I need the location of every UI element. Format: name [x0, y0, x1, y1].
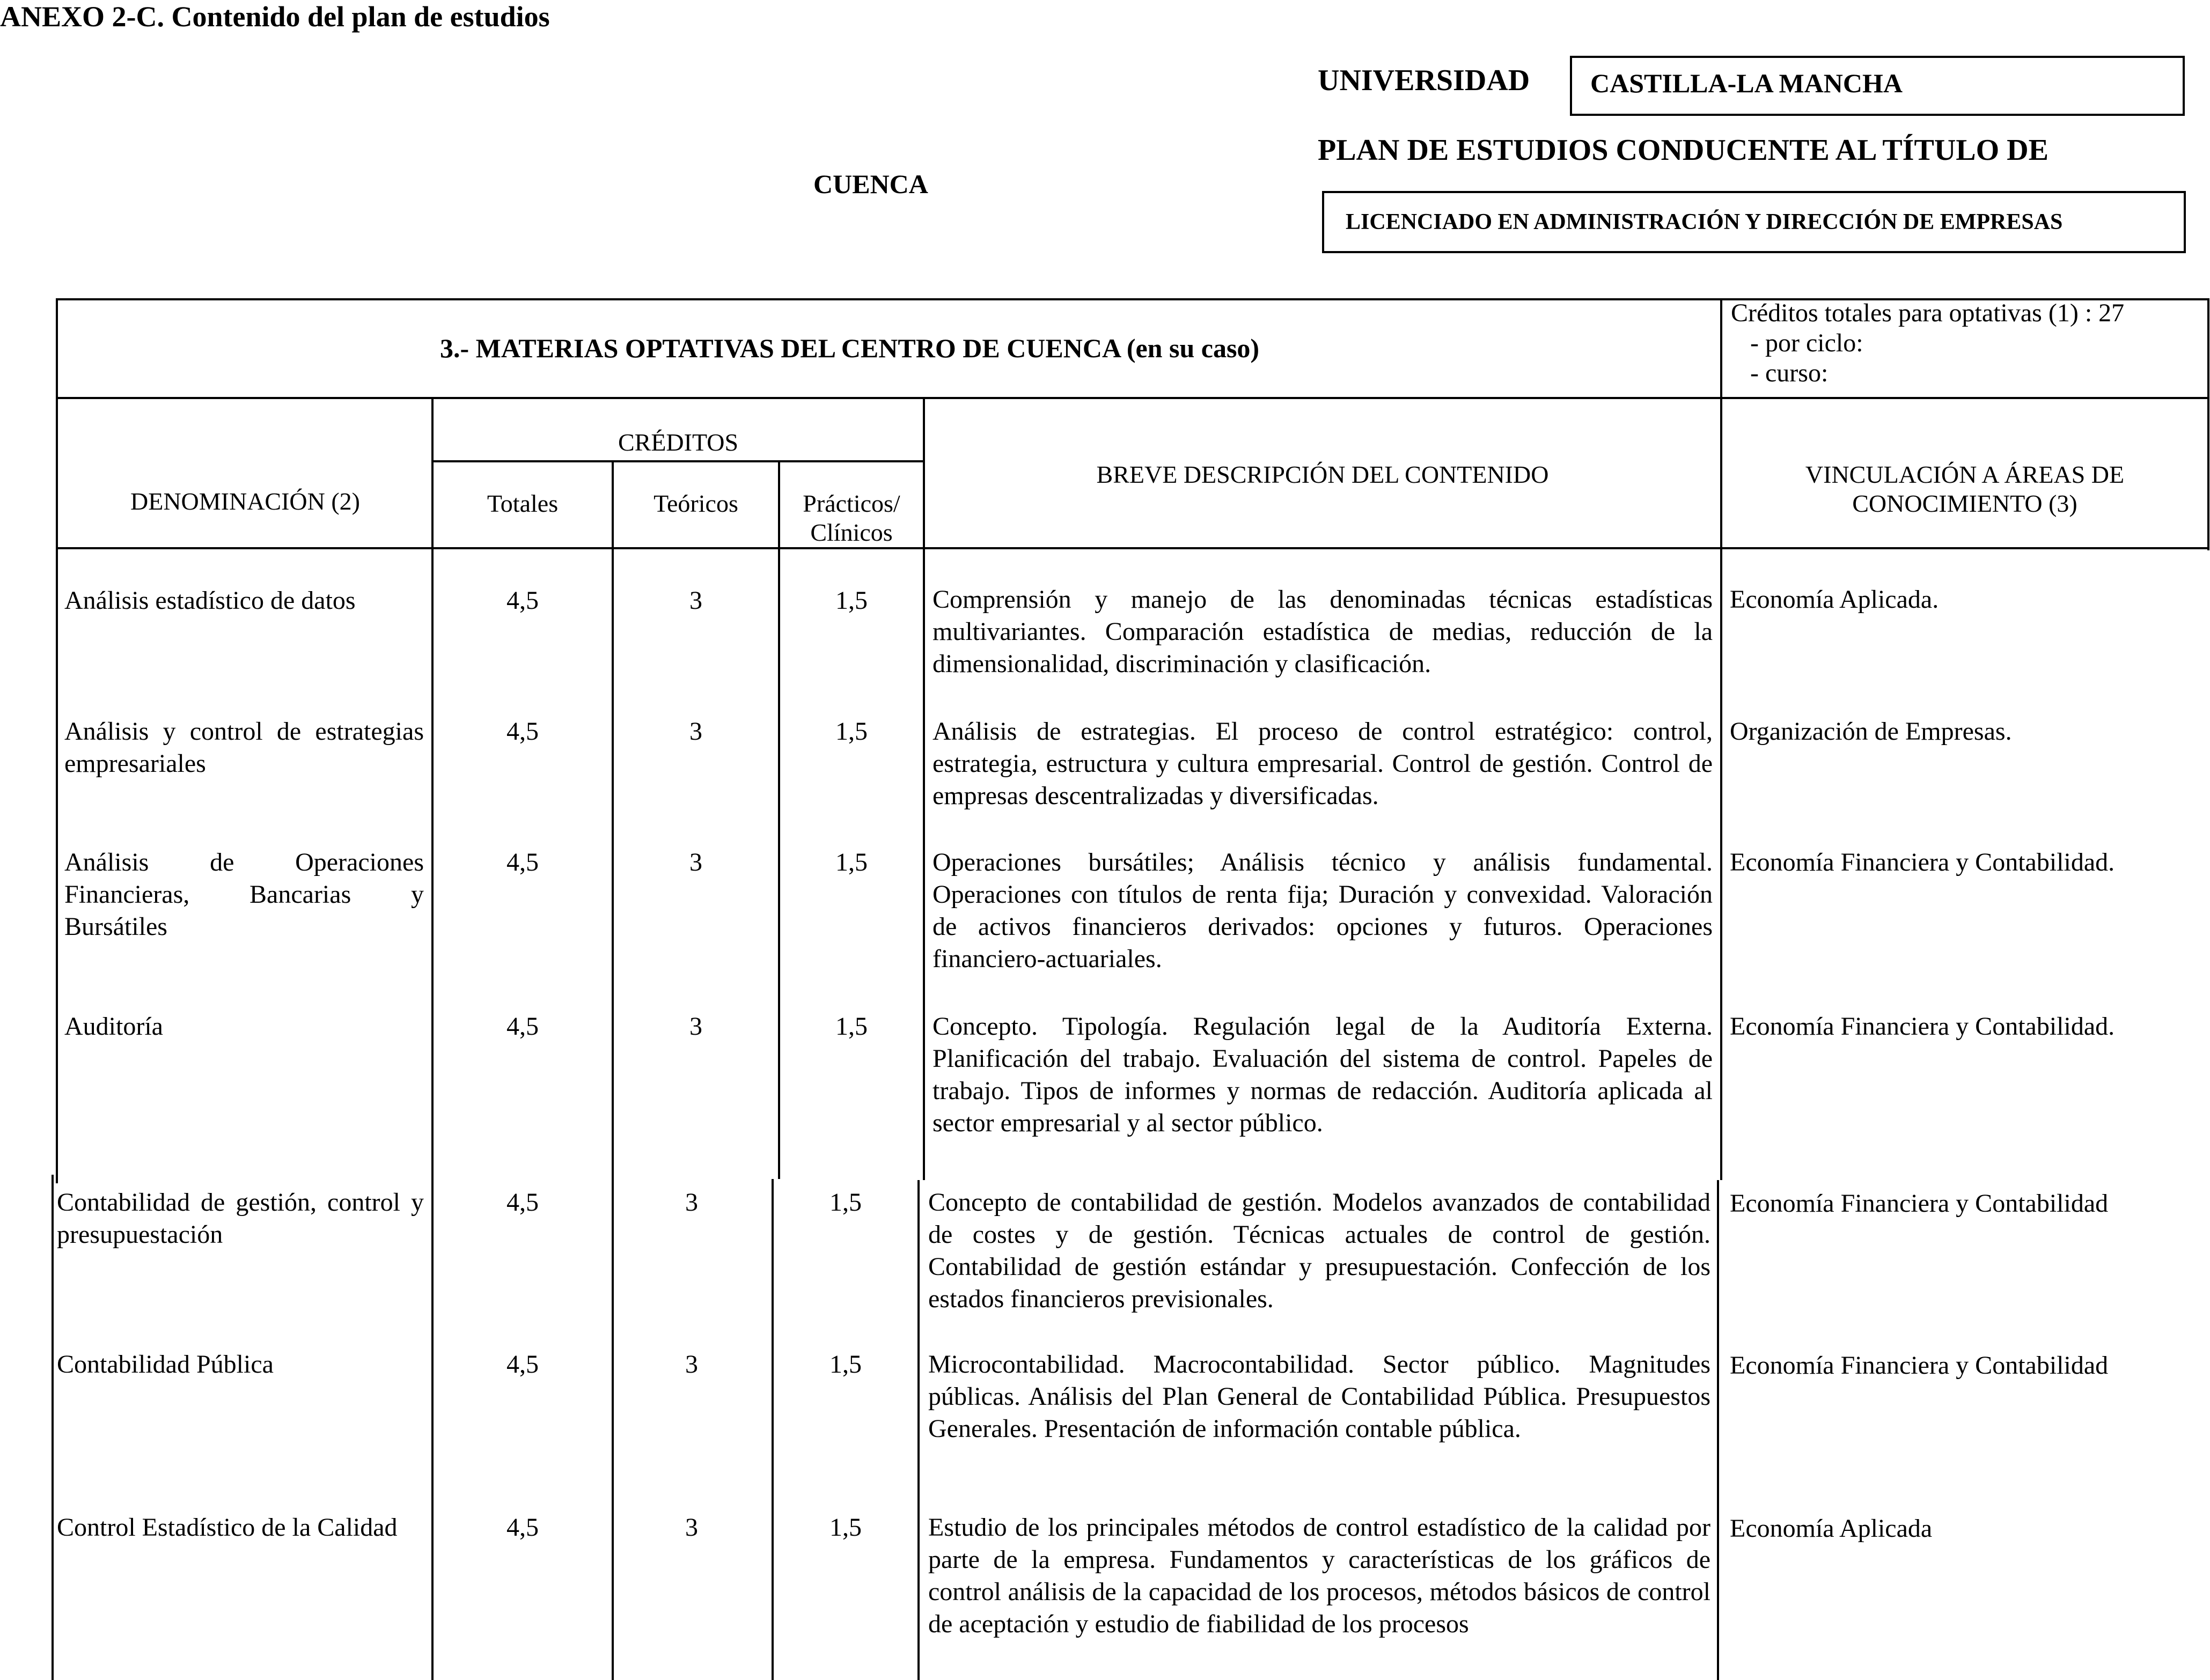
row-practicos: 1,5: [829, 1513, 862, 1542]
city-label: CUENCA: [813, 169, 928, 199]
university-label: UNIVERSIDAD: [1318, 64, 1530, 97]
row-name: Análisis de Operaciones Financieras, Bancarias y Bursátiles: [64, 848, 424, 941]
row-practicos: 1,5: [829, 1188, 862, 1217]
row-name: Control Estadístico de la Calidad: [57, 1513, 398, 1542]
table-left-border: [56, 298, 58, 1183]
row-description: Operaciones bursátiles; Análisis técnico y análisis fundamental. Operaciones con títulos de renta fija; Duración y convexidad. Valoración de activos financieros derivados: opciones y futuros. Operaciones financiero-actuariales.: [933, 848, 1713, 973]
row-description: Comprensión y manejo de las denominadas técnicas estadísticas multivariantes. Comparación estadística de medias, reducción de la dimensionalidad, discriminación y clasificación.: [933, 585, 1713, 678]
header-totales: Totales: [487, 490, 559, 517]
row-totales: 4,5: [506, 1513, 539, 1542]
header-denominacion: DENOMINACIÓN (2): [130, 488, 360, 515]
header-vinculacion-line2: CONOCIMIENTO (3): [1852, 490, 2077, 517]
col-divider-practicos: [923, 397, 925, 1180]
university-name-box: CASTILLA-LA MANCHA: [1570, 56, 2185, 116]
row-area: Economía Aplicada.: [1730, 585, 1939, 614]
row-totales: 4,5: [506, 586, 539, 615]
row-totales: 4,5: [506, 1188, 539, 1217]
header-vinculacion-line1: VINCULACIÓN A ÁREAS DE: [1805, 461, 2125, 488]
row-teoricos: 3: [689, 848, 702, 876]
credits-cycle-line: - por ciclo:: [1731, 329, 1863, 357]
row-description: Estudio de los principales métodos de control estadístico de la calidad por parte de la empresa. Fundamentos y características de los gráficos de control análisis de la capacidad de los procesos, métodos básicos de control de aceptación y estudio de fiabilidad de los procesos: [928, 1513, 1710, 1638]
row-description: Concepto. Tipología. Regulación legal de la Auditoría Externa. Planificación del trabajo. Evaluación del sistema de control. Papeles de trabajo. Tipos de informes y normas de redacción. Auditoría aplicada al sector empresarial y al sector público.: [933, 1012, 1713, 1137]
col-divider-description-lower: [1717, 1180, 1719, 1680]
column-header-border: [56, 547, 2209, 549]
row-name: Análisis y control de estrategias empresariales: [64, 717, 424, 778]
section-title: 3.- MATERIAS OPTATIVAS DEL CENTRO DE CUENCA (en su caso): [440, 333, 1260, 363]
row-area: Organización de Empresas.: [1730, 717, 2012, 746]
row-teoricos: 3: [689, 1012, 702, 1041]
row-totales: 4,5: [506, 848, 539, 876]
header-creditos: CRÉDITOS: [618, 429, 739, 456]
header-practicos-line1: Prácticos/: [803, 490, 900, 517]
annex-title: ANEXO 2-C. Contenido del plan de estudios: [0, 1, 550, 33]
row-practicos: 1,5: [835, 586, 868, 615]
row-name: Contabilidad Pública: [57, 1350, 274, 1379]
row-practicos: 1,5: [835, 848, 868, 876]
plan-label: PLAN DE ESTUDIOS CONDUCENTE AL TÍTULO DE: [1318, 134, 2049, 167]
header-teoricos: Teóricos: [654, 490, 738, 517]
row-practicos: 1,5: [829, 1350, 862, 1379]
row-description: Microcontabilidad. Macrocontabilidad. Sector público. Magnitudes públicas. Análisis del Plan General de Contabilidad Pública. Presupuestos Generales. Presentación de información contable pública.: [928, 1350, 1710, 1443]
row-practicos: 1,5: [835, 717, 868, 746]
row-name: Contabilidad de gestión, control y presupuestación: [57, 1188, 424, 1249]
header-practicos: [780, 489, 923, 547]
credits-total-line: Créditos totales para optativas (1) : 27: [1731, 299, 2125, 327]
section-header-border: [56, 397, 2209, 399]
row-teoricos: 3: [689, 717, 702, 746]
header-descripcion: BREVE DESCRIPCIÓN DEL CONTENIDO: [1096, 461, 1549, 488]
header-practicos-line2: Clínicos: [810, 519, 893, 546]
row-name: Auditoría: [64, 1012, 163, 1041]
row-teoricos: 3: [685, 1188, 698, 1217]
col-divider-teoricos: [778, 460, 780, 1179]
row-totales: 4,5: [506, 717, 539, 746]
row-area: Economía Financiera y Contabilidad: [1730, 1189, 2109, 1218]
credits-course-line: - curso:: [1731, 359, 1829, 387]
col-divider-teoricos-lower: [772, 1179, 774, 1680]
row-teoricos: 3: [689, 586, 702, 615]
row-area: Economía Financiera y Contabilidad.: [1730, 848, 2115, 876]
col-divider-practicos-lower: [917, 1180, 920, 1680]
table-right-border: [2207, 298, 2209, 550]
row-totales: 4,5: [506, 1350, 539, 1379]
row-area: Economía Financiera y Contabilidad: [1730, 1351, 2109, 1380]
row-description: Concepto de contabilidad de gestión. Modelos avanzados de contabilidad de costes y de gestión. Técnicas actuales de control de gestión. Contabilidad de gestión estándar y presupuestación. Confección de los estados financieros previsionales.: [928, 1188, 1710, 1313]
row-area: Economía Aplicada: [1730, 1514, 1933, 1543]
col-divider-totales: [612, 460, 614, 1680]
row-teoricos: 3: [685, 1513, 698, 1542]
credits-subheader-border: [431, 460, 925, 462]
row-description: Análisis de estrategias. El proceso de control estratégico: control, estrategia, estructura y cultura empresarial. Control de gestión. Control de empresas descentralizadas y diversificadas.: [933, 717, 1713, 810]
credits-info: [1731, 298, 2124, 388]
credits-info-divider: [1720, 298, 1722, 397]
degree-box: LICENCIADO EN ADMINISTRACIÓN Y DIRECCIÓN DE EMPRESAS: [1322, 191, 2186, 253]
row-teoricos: 3: [685, 1350, 698, 1379]
row-practicos: 1,5: [835, 1012, 868, 1041]
table-left-border-lower: [52, 1175, 54, 1680]
row-name: Análisis estadístico de datos: [64, 586, 356, 615]
row-totales: 4,5: [506, 1012, 539, 1041]
header-vinculacion: [1722, 460, 2207, 518]
row-area: Economía Financiera y Contabilidad.: [1730, 1012, 2115, 1041]
